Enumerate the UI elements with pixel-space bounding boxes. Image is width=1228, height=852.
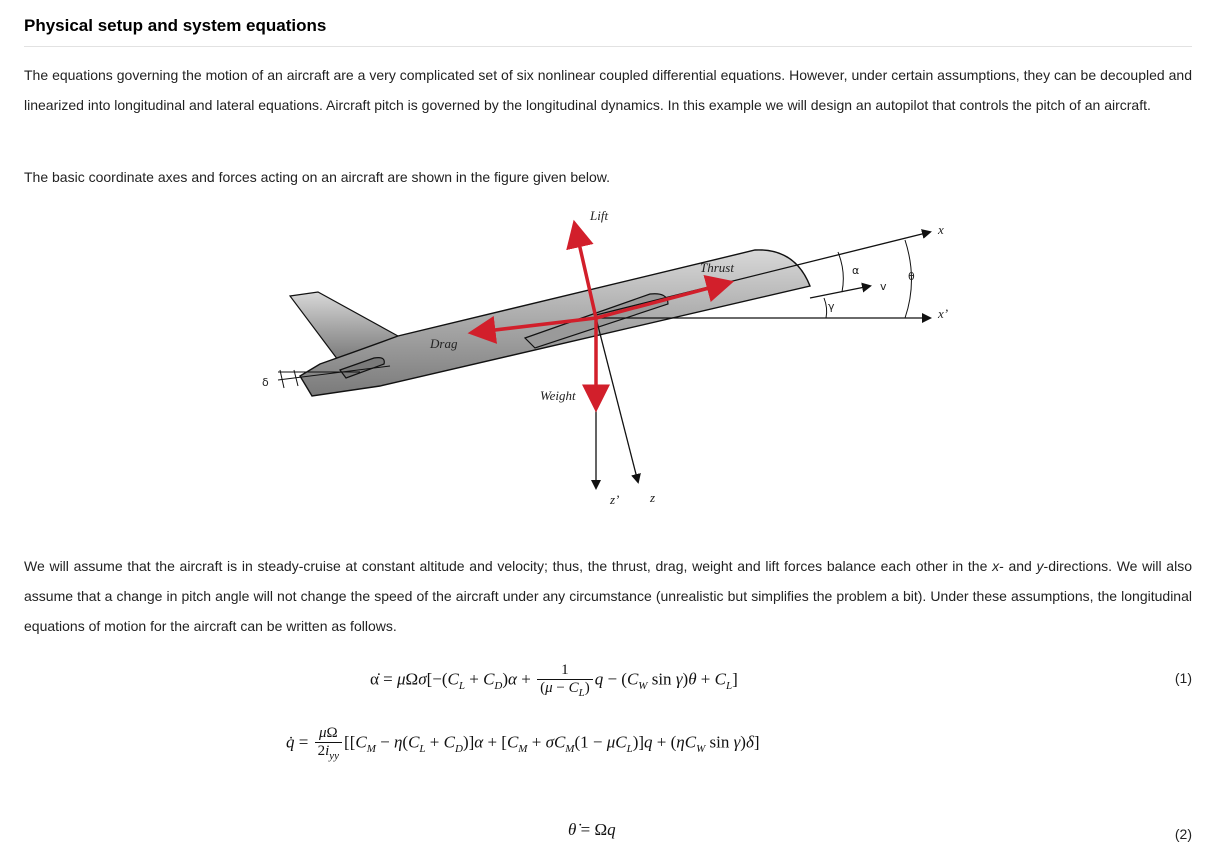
lift-label: Lift [590,208,609,223]
equation-1-number: (1) [1174,670,1192,686]
alpha-label: α [852,264,860,277]
x-axis-arrow [596,232,930,315]
equation-2-number: (2) [1174,826,1192,842]
equation-q-dot: q̇ = $\frac{\mu\Omega}{2i_{yy}}$ [$[C_M - \eta(C_L + C_D)]\alpha + [C_M + \sigma C_M(1 - \mu C_L)]q + (\eta C_W$ sin γ)δ] [286,725,760,762]
weight-label: Weight [540,388,576,403]
x-prime-axis-label: x’ [938,306,949,321]
section-title: Physical setup and system equations [24,16,327,35]
delta-label: δ [262,376,269,389]
intro-paragraph: The equations governing the motion of an aircraft are a very complicated set of six nonlinear coupled differential equations. However, under certain assumptions, they can be decoupled and linearized into longitudinal and lateral equations. Aircraft pitch is governed by the longitudinal dynamics. In this example we will design an autopilot that controls the pitch of an aircraft. [24,67,1192,113]
alpha-arc [838,252,843,292]
gamma-label: γ [828,300,835,313]
assumptions-y: y [1036,558,1044,574]
z-prime-axis-label: z’ [610,492,620,507]
drag-label: Drag [430,336,458,351]
assumptions-text-after: -directions. We will also assume that a change in pitch angle will not change the speed of the aircraft under any circumstance (unrealistic but simplifies the problem a bit). Under these assumptions, the longitudinal equations of motion for the aircraft can be written as follows. [24,558,1192,634]
equation-alpha-dot: α̇ = $\mu\Omega\sigma[-(C_L + C_D)\alpha$ + $\frac{1}{(\mu - C_L)}$ $q - (C_W$ $\sin \gamma)\theta + C_L$] [370,662,738,699]
assumptions-text-before: We will assume that the aircraft is in steady-cruise at constant altitude and velocity; thus, the thrust, drag, weight and lift forces balance each other in the [24,558,993,574]
assumptions-text-mid: - and [999,558,1037,574]
theta-label: θ [908,270,915,283]
assumptions-paragraph [24,551,1192,641]
velocity-label: v [880,280,887,293]
gamma-arc [824,298,827,318]
x-axis-label: x [938,222,944,237]
z-axis-arrow [596,318,638,482]
title-divider [24,46,1192,47]
assumptions-x: x [992,558,1000,574]
aircraft-forces-figure [250,200,990,520]
velocity-arrow [810,286,870,298]
equation-theta-dot: θ̇ = Ωq [568,820,616,839]
thrust-label: Thrust [700,260,734,275]
z-axis-label: z [650,490,656,505]
figure-intro-paragraph: The basic coordinate axes and forces acting on an aircraft are shown in the figure given below. [24,169,611,185]
